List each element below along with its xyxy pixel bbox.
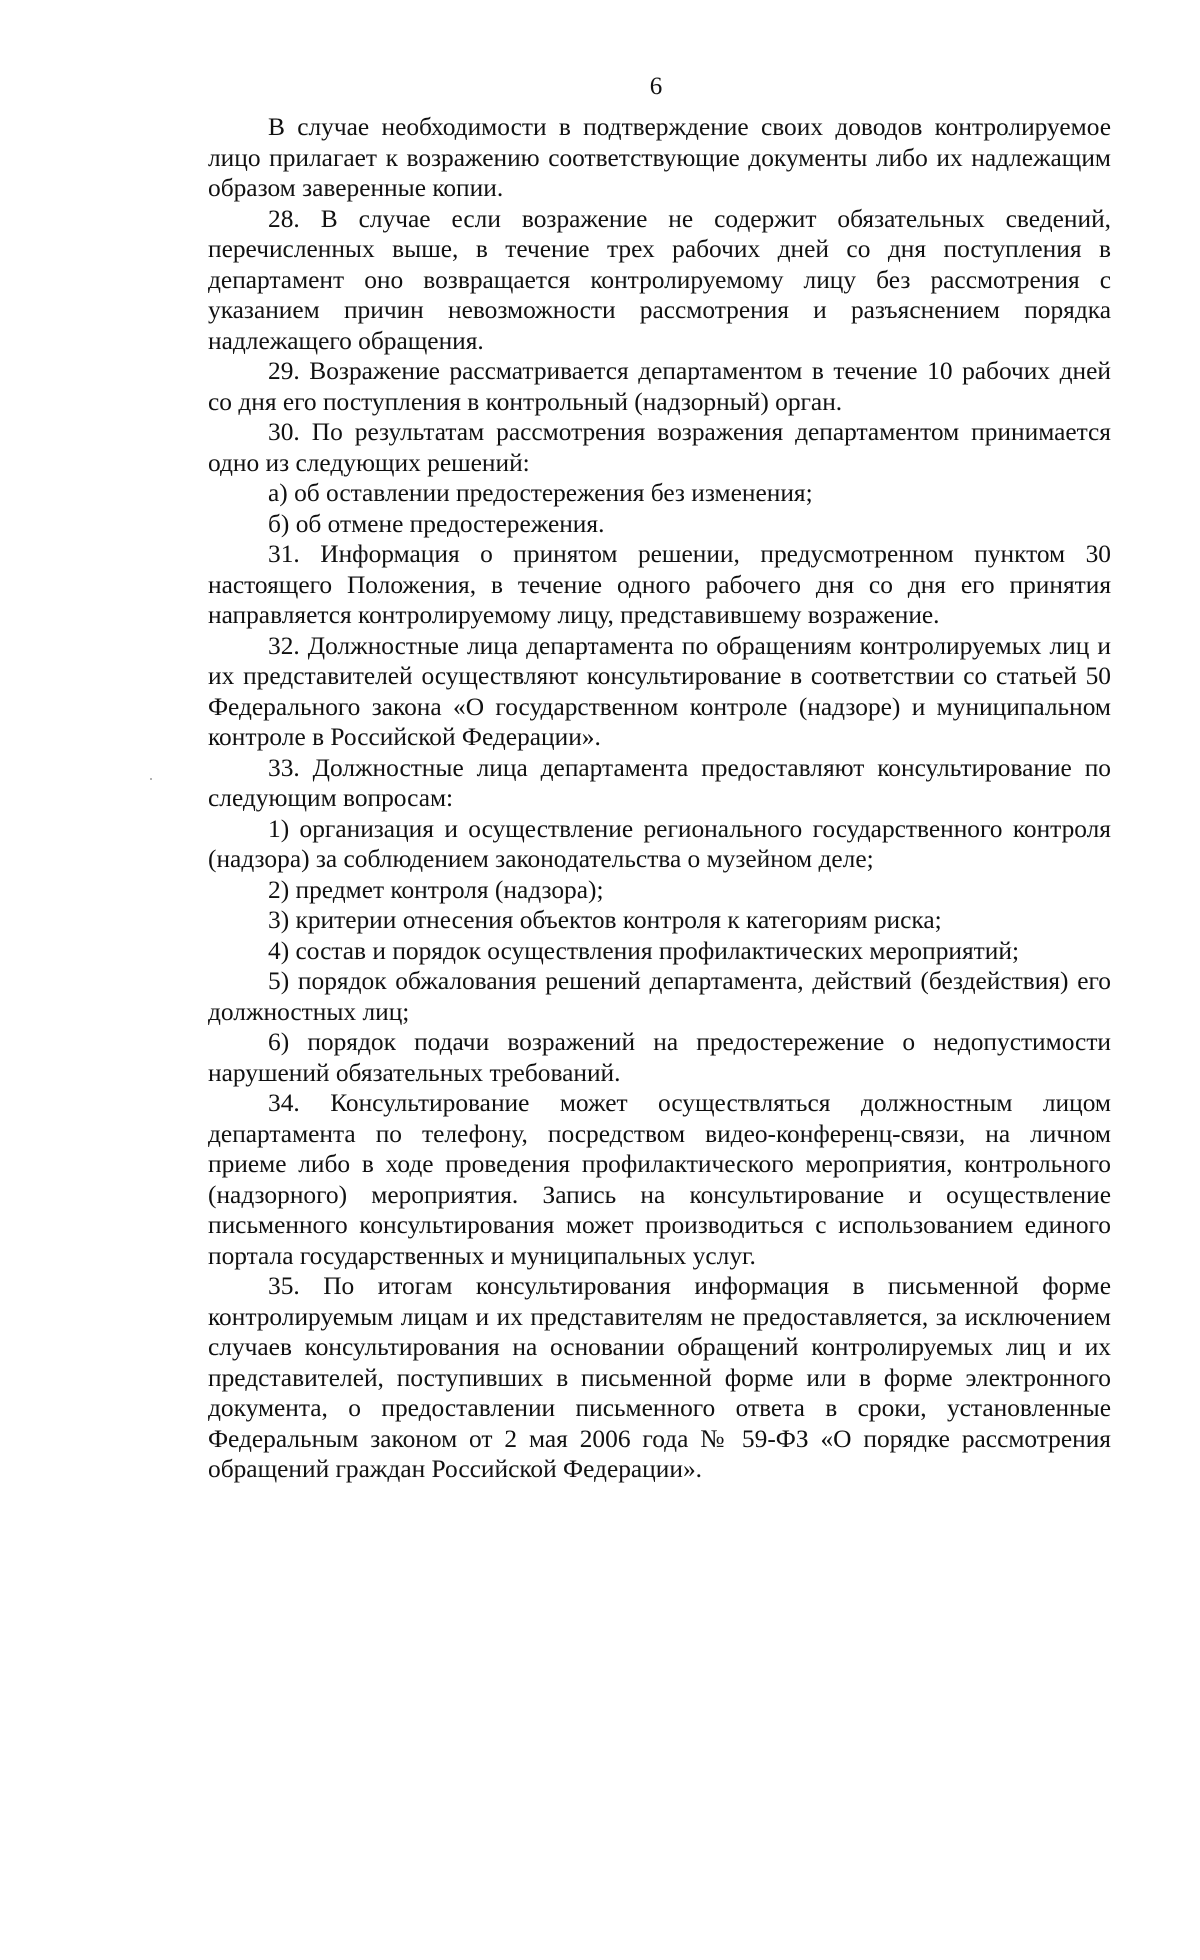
paragraph-33-item-2: 2) предмет контроля (надзора); xyxy=(268,875,604,904)
paragraph-30-item-b: б) об отмене предостережения. xyxy=(268,509,605,538)
paragraph-objection-documents: В случае необходимости в подтверждение своих доводов контролируемое лицо прилагает к возражению соответствующие документы либо их надлежащим образом заверенные копии. xyxy=(208,113,1111,202)
paragraph-30: 30. По результатам рассмотрения возражения департаментом принимается одно из следующих решений: xyxy=(208,418,1111,477)
paragraph-33-item-1: 1) организация и осуществление регионального государственного контроля (надзора) за соблюдением законодательства о музейном деле; xyxy=(208,814,1111,873)
paragraph-33: 33. Должностные лица департамента предоставляют консультирование по следующим вопросам: xyxy=(208,753,1111,812)
paragraph-32: 32. Должностные лица департамента по обращениям контролируемых лиц и их представителей осуществляют консультирование в соответствии со статьей 50 Федерального закона «О государственном контроле (надзоре) и муниципальном контроле в Российской Федерации». xyxy=(208,631,1111,751)
paragraph-34: 34. Консультирование может осуществляться должностным лицом департамента по телефону, посредством видео-конференц-связи, на личном приеме либо в ходе проведения профилактического мероприятия, контрольного (надзорного) мероприятия. Запись на консультирование и осуществление письменного консультирования может производиться с использованием единого портала государственных и муниципальных услуг. xyxy=(208,1089,1111,1270)
paragraph-33-item-4: 4) состав и порядок осуществления профилактических мероприятий; xyxy=(268,936,1019,965)
paragraph-29: 29. Возражение рассматривается департаментом в течение 10 рабочих дней со дня его поступления в контрольный (надзорный) орган. xyxy=(208,357,1111,416)
paragraph-30-item-a: а) об оставлении предостережения без изменения; xyxy=(268,479,813,507)
page-number: 6 xyxy=(649,73,663,100)
paragraph-33-item-3: 3) критерии отнесения объектов контроля к категориям риска; xyxy=(268,906,942,934)
paragraph-33-item-5: 5) порядок обжалования решений департамента, действий (бездействия) его должностных лиц; xyxy=(208,967,1111,1026)
paragraph-28: 28. В случае если возражение не содержит обязательных сведений, перечисленных выше, в течение трех рабочих дней со дня поступления в департамент оно возвращается контролируемому лицу без рассмотрения с указанием причин невозможности рассмотрения и разъяснением порядка надлежащего обращения. xyxy=(208,204,1111,355)
paragraph-35: 35. По итогам консультирования информация в письменной форме контролируемым лицам и их представителям не предоставляется, за исключением случаев консультирования на основании обращений контролируемых лиц и их представителей, поступивших в письменной форме или в форме электронного документа, о предоставлении письменного ответа в сроки, установленные Федеральным законом от 2 мая 2006 года № 59-ФЗ «О порядке рассмотрения обращений граждан Российской Федерации». xyxy=(208,1272,1111,1483)
scan-speck xyxy=(150,778,152,780)
paragraph-31: 31. Информация о принятом решении, предусмотренном пунктом 30 настоящего Положения, в течение одного рабочего дня со дня его принятия направляется контролируемому лицу, представившему возражение. xyxy=(208,540,1111,629)
paragraph-33-item-6: 6) порядок подачи возражений на предостережение о недопустимости нарушений обязательных требований. xyxy=(208,1028,1111,1087)
document-body xyxy=(208,112,1111,1485)
